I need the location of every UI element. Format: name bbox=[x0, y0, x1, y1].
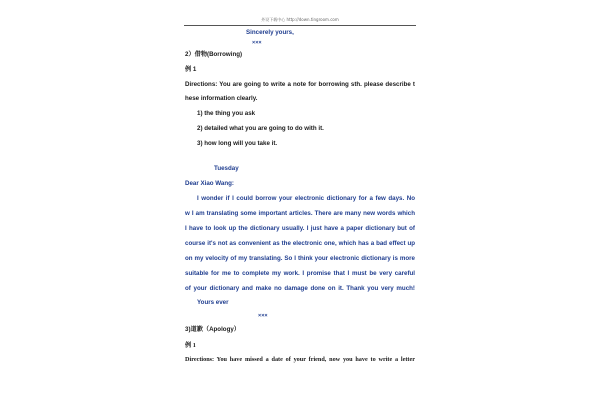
letter-body-line: I wonder if I could borrow your electronic dictionary for a few days. No bbox=[197, 195, 415, 202]
section-heading-apology: 3)道歉（Apology） bbox=[185, 326, 240, 333]
directions-line-2: hese information clearly. bbox=[185, 95, 258, 102]
letter-body-line: of your dictionary and make no damage done on it. Thank you very much! bbox=[185, 285, 415, 292]
letter-body-line: course it's not as convenient as the electronic one, which has a bad effect up bbox=[185, 240, 415, 247]
header-rule bbox=[184, 25, 416, 26]
directions-line-1: Directions: You are going to write a note for borrowing sth. please describe t bbox=[185, 81, 415, 88]
point-item: 3) how long will you take it. bbox=[197, 140, 278, 147]
example-label: 例 1 bbox=[185, 66, 197, 73]
point-item: 1) the thing you ask bbox=[197, 110, 256, 117]
letter-salutation: Dear Xiao Wang: bbox=[185, 180, 234, 187]
letter-body-line: on my velocity of my translating. So I think your electronic dictionary is more bbox=[185, 255, 415, 262]
letter-body-line: suitable for me to complete my work. I promise that I must be very careful bbox=[185, 270, 415, 277]
apology-directions: Directions: You have missed a date of your friend, now you have to write a letter bbox=[185, 356, 415, 363]
closing-signature: ××× bbox=[252, 40, 262, 46]
letter-date: Tuesday bbox=[214, 165, 239, 172]
page-header bbox=[184, 17, 416, 26]
header-text: 外设下载中心 http://down.tingroom.com bbox=[261, 17, 339, 22]
letter-closing: Yours ever bbox=[197, 299, 229, 306]
letter-signature: ××× bbox=[258, 313, 268, 319]
example-label: 例 1 bbox=[185, 342, 196, 349]
section-heading-borrowing: 2）借物(Borrowing) bbox=[185, 51, 243, 58]
point-item: 2) detailed what you are going to do with it. bbox=[197, 125, 324, 132]
letter-body-line: w I am translating some important articles. There are many new words which bbox=[185, 210, 415, 217]
closing-line: Sincerely yours, bbox=[246, 29, 294, 36]
letter-body-line: I have to look up the dictionary usually. I just have a paper dictionary but of bbox=[185, 225, 415, 232]
